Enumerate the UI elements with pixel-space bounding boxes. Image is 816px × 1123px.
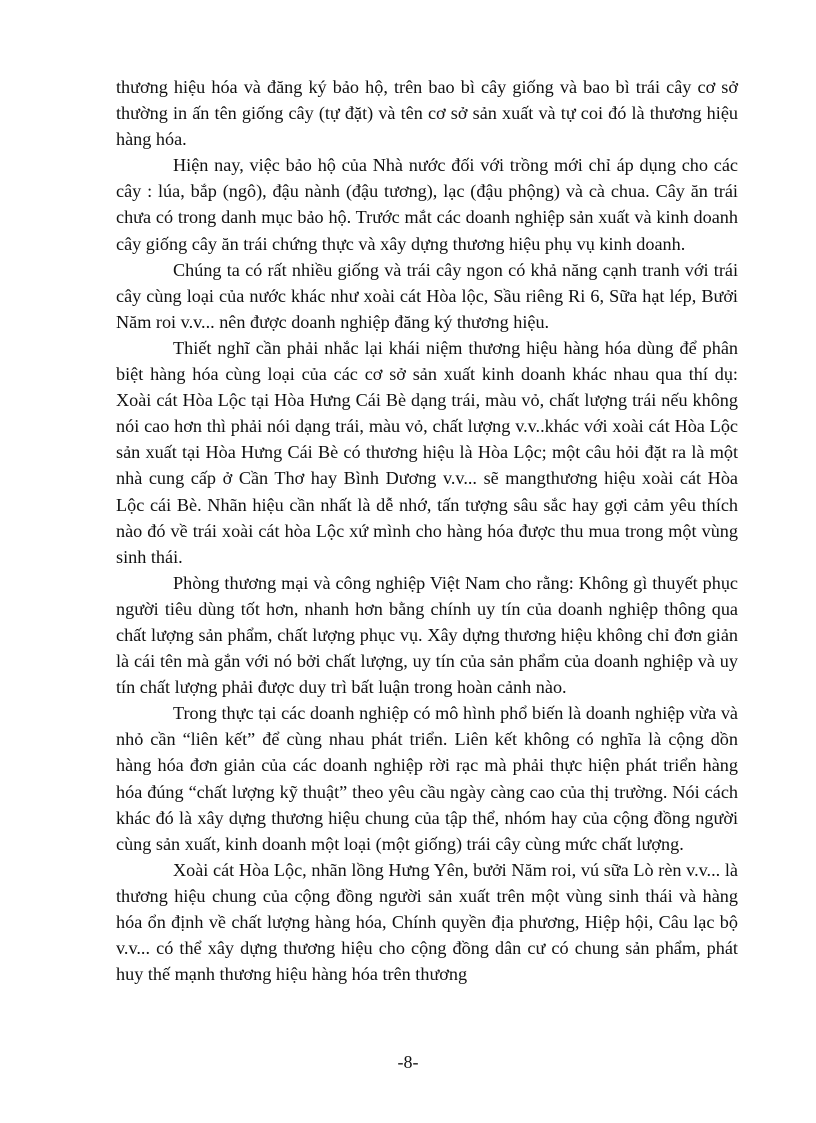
paragraph-2: Hiện nay, việc bảo hộ của Nhà nước đối với trồng mới chỉ áp dụng cho các cây : lúa, bắp (ngô), đậu nành (đậu tương), lạc (đậu phộng) và cà chua. Cây ăn trái chưa có trong danh mục bảo hộ. Trước mắt các doanh nghiệp sản xuất và kinh doanh cây giống cây ăn trái chứng thực và xây dựng thương hiệu phụ vụ kinh doanh.: [116, 155, 738, 254]
page-number: -8-: [397, 1052, 419, 1072]
paragraph-5: Phòng thương mại và công nghiệp Việt Nam cho rằng: Không gì thuyết phục người tiêu dùng tốt hơn, nhanh hơn bằng chính uy tín của doanh nghiệp thông qua chất lượng sản phẩm, chất lượng phục vụ. Xây dựng thương hiệu không chỉ đơn giản là cái tên mà gắn với nó bởi chất lượng, uy tín của sản phẩm của doanh nghiệp và uy tín chất lượng phải được duy trì bất luận trong hoàn cảnh nào.: [116, 572, 738, 698]
paragraph-6: Trong thực tại các doanh nghiệp có mô hình phổ biến là doanh nghiệp vừa và nhỏ cần “liên kết” để cùng nhau phát triển. Liên kết không có nghĩa là cộng dồn hàng hóa đơn giản của các doanh nghiệp rời rạc mà phải thực hiện phát triển hàng hóa đúng “chất lượng kỹ thuật” theo yêu cầu ngày càng cao của thị trường. Nói cách khác đó là xây dựng thương hiệu chung của tập thể, nhóm hay của cộng đồng người cùng sản xuất, kinh doanh một loại (một giống) trái cây cùng mức chất lượng.: [116, 703, 738, 854]
paragraph-3: Chúng ta có rất nhiều giống và trái cây ngon có khả năng cạnh tranh với trái cây cùng loại của nước khác như xoài cát Hòa lộc, Sầu riêng Ri 6, Sữa hạt lép, Bưởi Năm roi v.v... nên được doanh nghiệp đăng ký thương hiệu.: [116, 259, 738, 332]
paragraph-4: Thiết nghĩ cần phải nhắc lại khái niệm thương hiệu hàng hóa dùng để phân biệt hàng hóa cùng loại của các cơ sở sản xuất kinh doanh khác nhau qua thí dụ: Xoài cát Hòa Lộc tại Hòa Hưng Cái Bè dạng trái, màu vỏ, chất lượng trái nếu không nói cao hơn thì phải nói dạng trái, màu vỏ, chất lượng v.v..khác với xoài cát Hòa Lộc sản xuất tại Hòa Hưng Cái Bè có thương hiệu là Hòa Lộc; một câu hỏi đặt ra là một nhà cung cấp ở Cần Thơ hay Bình Dương v.v... sẽ mangthương hiệu xoài cát Hòa Lộc cái Bè. Nhãn hiệu cần nhất là dễ nhớ, tấn tượng sâu sắc hay gợi cảm yêu thích nào đó về trái xoài cát hòa Lộc xứ mình cho hàng hóa được thu mua trong một vùng sinh thái.: [116, 337, 738, 567]
page-body: [116, 74, 738, 987]
paragraph-7: Xoài cát Hòa Lộc, nhãn lồng Hưng Yên, bưởi Năm roi, vú sữa Lò rèn v.v... là thương hiệu chung của cộng đồng người sản xuất trên một vùng sinh thái và hàng hóa ổn định về chất lượng hàng hóa, Chính quyền địa phương, Hiệp hội, Câu lạc bộ v.v... có thể xây dựng thương hiệu cho cộng đồng dân cư có chung sản phẩm, phát huy thế mạnh thương hiệu hàng hóa trên thương: [116, 859, 738, 985]
paragraph-1: thương hiệu hóa và đăng ký bảo hộ, trên bao bì cây giống và bao bì trái cây cơ sở thường in ấn tên giống cây (tự đặt) và tên cơ sở sản xuất và tự coi đó là thương hiệu hàng hóa.: [116, 77, 738, 150]
